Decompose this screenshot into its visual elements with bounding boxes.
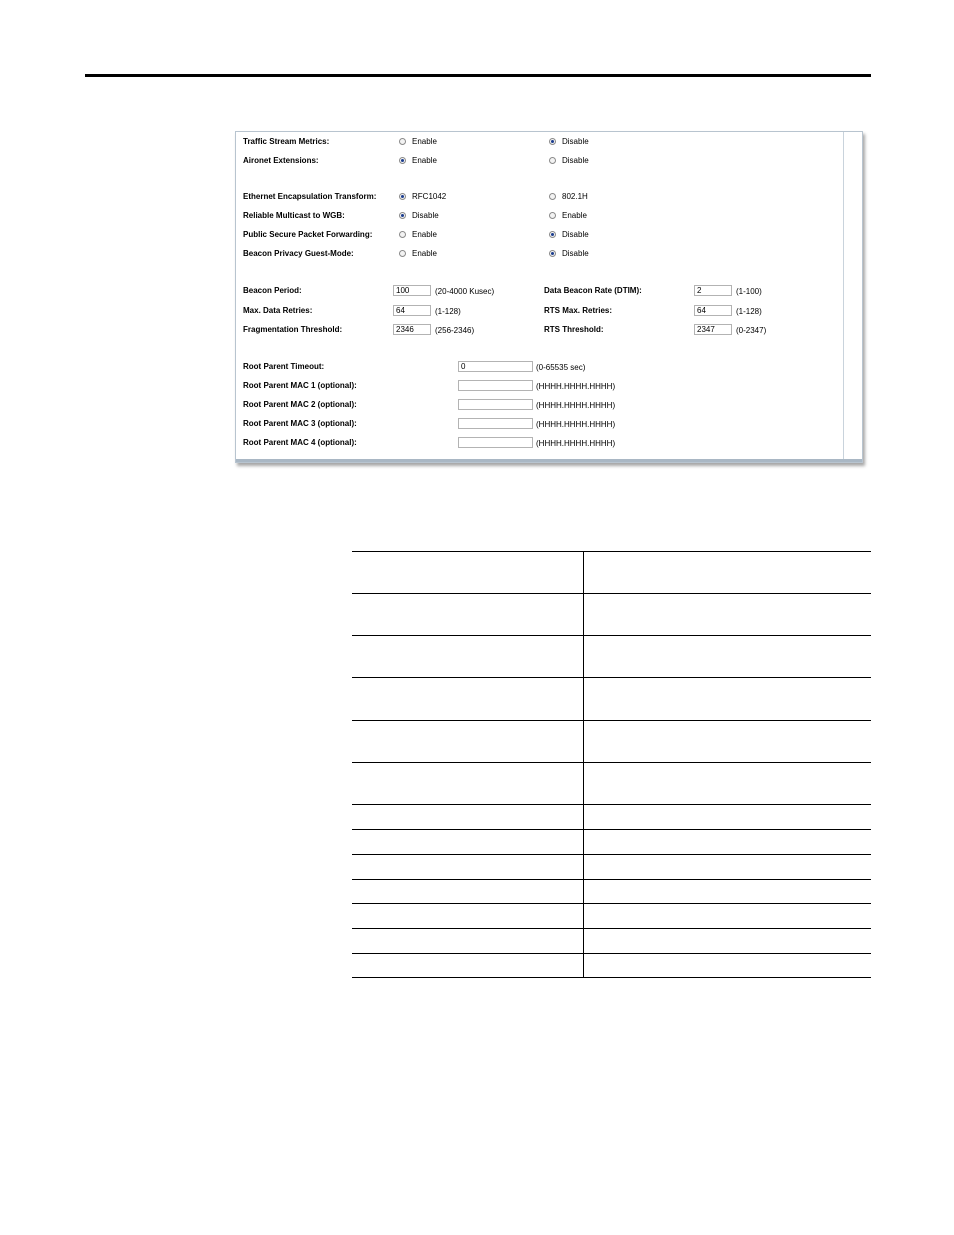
table-cell: [352, 594, 584, 635]
panel-scroll-edge: [843, 132, 844, 462]
root-parent-mac-1-format-hint: (HHHH.HHHH.HHHH): [536, 382, 616, 391]
beacon-privacy-guest-mode-enable-option[interactable]: Enable: [399, 249, 437, 258]
rts-max-retries-label: RTS Max. Retries:: [544, 306, 613, 315]
table-cell: [352, 954, 584, 977]
radio-button-selected-icon[interactable]: [399, 193, 406, 200]
table-cell: [584, 721, 871, 762]
root-parent-mac-4-input[interactable]: [458, 437, 533, 448]
data-beacon-rate-range-hint: (1-100): [736, 287, 762, 296]
table-cell: [584, 880, 871, 903]
table-cell: [584, 855, 871, 879]
root-parent-mac-4-label: Root Parent MAC 4 (optional):: [243, 438, 357, 447]
root-parent-mac-3-format-hint: (HHHH.HHHH.HHHH): [536, 420, 616, 429]
public-secure-packet-forwarding-disable-option[interactable]: Disable: [549, 230, 589, 239]
table-row: [352, 720, 871, 762]
radio-button-icon[interactable]: [399, 138, 406, 145]
table-cell: [352, 721, 584, 762]
table-cell: [584, 636, 871, 677]
radio-advanced-settings-panel: [235, 131, 863, 463]
root-parent-mac-1-label: Root Parent MAC 1 (optional):: [243, 381, 357, 390]
table-cell: [352, 805, 584, 829]
rts-threshold-range-hint: (0-2347): [736, 326, 767, 335]
table-row: [352, 903, 871, 928]
table-row: [352, 804, 871, 829]
table-cell: [584, 552, 871, 593]
root-parent-mac-2-label: Root Parent MAC 2 (optional):: [243, 400, 357, 409]
table-row: [352, 593, 871, 635]
fragmentation-threshold-input[interactable]: [393, 324, 431, 335]
reliable-multicast-label: Reliable Multicast to WGB:: [243, 211, 345, 220]
max-data-retries-range-hint: (1-128): [435, 307, 461, 316]
data-beacon-rate-input[interactable]: [694, 285, 732, 296]
root-parent-timeout-label: Root Parent Timeout:: [243, 362, 325, 371]
radio-button-icon[interactable]: [549, 212, 556, 219]
table-cell: [584, 678, 871, 720]
rts-threshold-label: RTS Threshold:: [544, 325, 604, 334]
root-parent-mac-2-input[interactable]: [458, 399, 533, 410]
table-cell: [584, 805, 871, 829]
rts-max-retries-input[interactable]: [694, 305, 732, 316]
ethernet-encapsulation-rfc1042-option[interactable]: RFC1042: [399, 192, 446, 201]
table-cell: [584, 954, 871, 977]
table-cell: [352, 636, 584, 677]
root-parent-mac-3-label: Root Parent MAC 3 (optional):: [243, 419, 357, 428]
public-secure-packet-forwarding-label: Public Secure Packet Forwarding:: [243, 230, 373, 239]
radio-button-icon[interactable]: [399, 250, 406, 257]
ethernet-encapsulation-label: Ethernet Encapsulation Transform:: [243, 192, 377, 201]
table-row: [352, 551, 871, 593]
table-cell: [352, 830, 584, 854]
table-row: [352, 677, 871, 720]
table-cell: [352, 929, 584, 953]
fragmentation-threshold-label: Fragmentation Threshold:: [243, 325, 343, 334]
panel-bottom-border: [236, 459, 862, 462]
reliable-multicast-enable-option[interactable]: Enable: [549, 211, 587, 220]
root-parent-mac-2-format-hint: (HHHH.HHHH.HHHH): [536, 401, 616, 410]
beacon-privacy-guest-mode-label: Beacon Privacy Guest-Mode:: [243, 249, 354, 258]
radio-button-icon[interactable]: [399, 231, 406, 238]
radio-button-icon[interactable]: [549, 157, 556, 164]
root-parent-mac-1-input[interactable]: [458, 380, 533, 391]
table-cell: [352, 904, 584, 928]
table-cell: [584, 763, 871, 804]
table-row: [352, 635, 871, 677]
rts-threshold-input[interactable]: [694, 324, 732, 335]
table-cell: [352, 678, 584, 720]
radio-button-selected-icon[interactable]: [549, 231, 556, 238]
table-row: [352, 762, 871, 804]
reliable-multicast-disable-option[interactable]: Disable: [399, 211, 439, 220]
max-data-retries-label: Max. Data Retries:: [243, 306, 313, 315]
ethernet-encapsulation-8021h-option[interactable]: 802.1H: [549, 192, 588, 201]
traffic-stream-metrics-disable-option[interactable]: Disable: [549, 137, 589, 146]
fragmentation-threshold-range-hint: (256-2346): [435, 326, 475, 335]
data-beacon-rate-label: Data Beacon Rate (DTIM):: [544, 286, 642, 295]
aironet-extensions-disable-option[interactable]: Disable: [549, 156, 589, 165]
aironet-extensions-enable-option[interactable]: Enable: [399, 156, 437, 165]
beacon-period-range-hint: (20-4000 Kusec): [435, 287, 495, 296]
table-cell: [352, 855, 584, 879]
traffic-stream-metrics-enable-option[interactable]: Enable: [399, 137, 437, 146]
root-parent-timeout-range-hint: (0-65535 sec): [536, 363, 586, 372]
settings-table: [352, 551, 871, 978]
table-cell: [584, 594, 871, 635]
aironet-extensions-label: Aironet Extensions:: [243, 156, 319, 165]
table-cell: [584, 904, 871, 928]
beacon-period-label: Beacon Period:: [243, 286, 302, 295]
table-cell: [352, 552, 584, 593]
beacon-period-input[interactable]: [393, 285, 431, 296]
header-rule: [85, 74, 871, 77]
radio-button-icon[interactable]: [549, 193, 556, 200]
table-cell: [352, 880, 584, 903]
max-data-retries-input[interactable]: [393, 305, 431, 316]
root-parent-mac-3-input[interactable]: [458, 418, 533, 429]
table-row: [352, 879, 871, 903]
root-parent-timeout-input[interactable]: [458, 361, 533, 372]
table-row: [352, 928, 871, 953]
root-parent-mac-4-format-hint: (HHHH.HHHH.HHHH): [536, 439, 616, 448]
table-row: [352, 854, 871, 879]
traffic-stream-metrics-label: Traffic Stream Metrics:: [243, 137, 330, 146]
rts-max-retries-range-hint: (1-128): [736, 307, 762, 316]
table-cell: [584, 830, 871, 854]
public-secure-packet-forwarding-enable-option[interactable]: Enable: [399, 230, 437, 239]
radio-button-selected-icon[interactable]: [549, 250, 556, 257]
radio-button-selected-icon[interactable]: [399, 157, 406, 164]
radio-button-selected-icon[interactable]: [549, 138, 556, 145]
beacon-privacy-guest-mode-disable-option[interactable]: Disable: [549, 249, 589, 258]
table-row: [352, 829, 871, 854]
table-cell: [352, 763, 584, 804]
table-row: [352, 953, 871, 978]
radio-button-selected-icon[interactable]: [399, 212, 406, 219]
table-cell: [584, 929, 871, 953]
